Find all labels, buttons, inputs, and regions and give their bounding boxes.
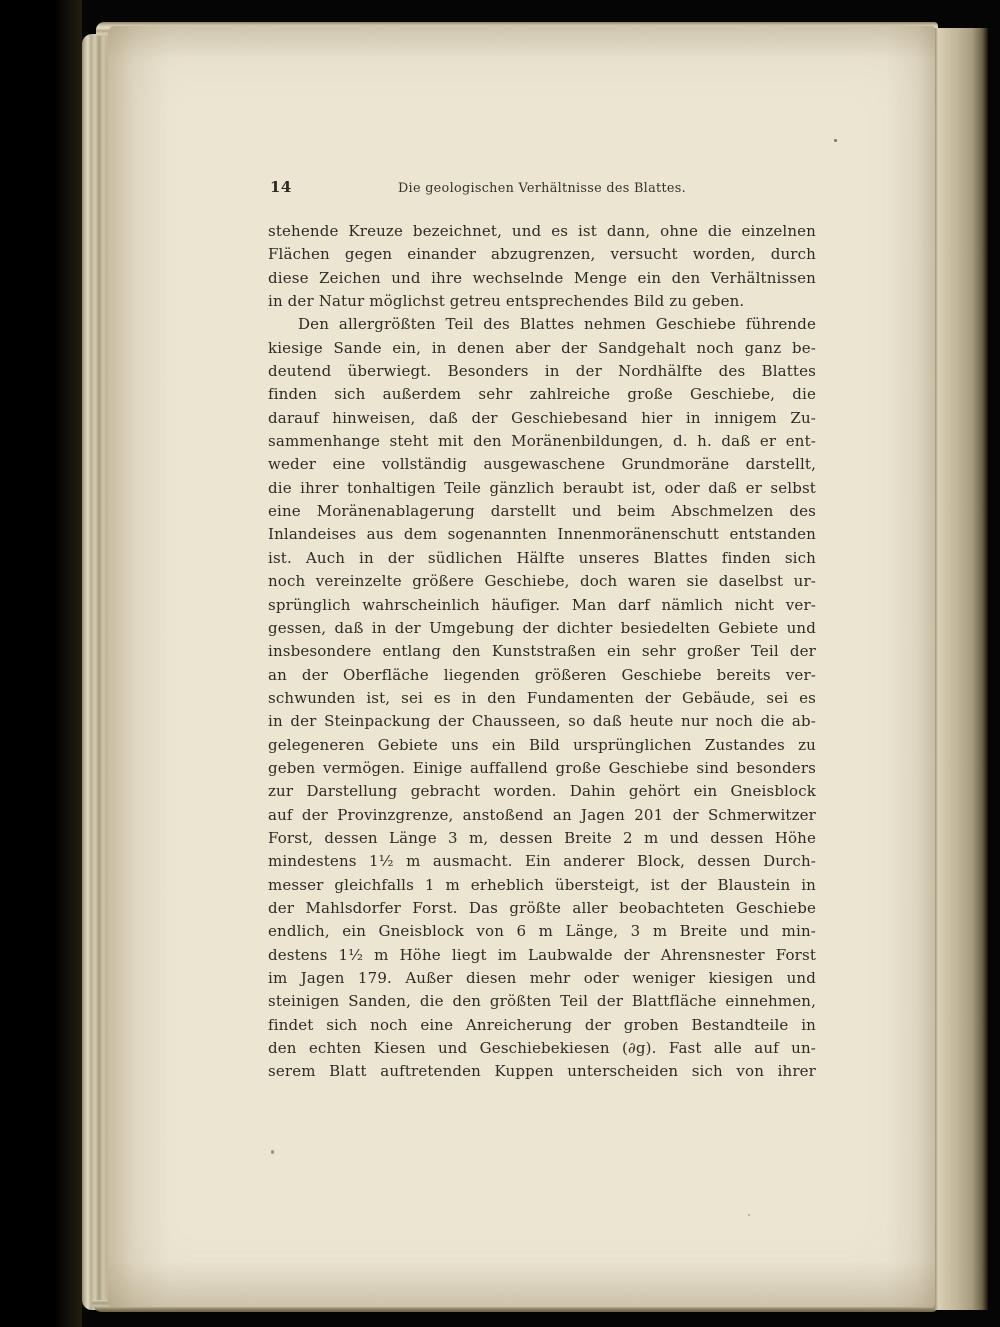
- text-line: schwunden ist, sei es in den Fundamenten der Gebäude, sei es: [268, 688, 816, 707]
- text-line: in der Steinpackung der Chausseen, so daß heute nur noch die ab-: [268, 712, 816, 731]
- text-line: messer gleichfalls 1 m erheblich übersteigt, ist der Blaustein in: [268, 875, 816, 894]
- page-fore-edge: [934, 28, 988, 1310]
- text-line: diese Zeichen und ihre wechselnde Menge ein den Verhältnissen: [268, 268, 816, 287]
- text-line: stehende Kreuze bezeichnet, und es ist dann, ohne die einzelnen: [268, 222, 816, 240]
- text-line: findet sich noch eine Anreicherung der groben Bestandteile in: [268, 1015, 816, 1034]
- body-text: [268, 220, 816, 1084]
- text-line: an der Oberfläche liegenden größeren Geschiebe bereits ver-: [268, 665, 816, 684]
- text-line: Den allergrößten Teil des Blattes nehmen Geschiebe führende: [298, 315, 816, 334]
- text-line: auf der Provinzgrenze, anstoßend an Jagen 201 der Schmerwitzer: [268, 805, 816, 824]
- text-line: ist. Auch in der südlichen Hälfte unseres Blattes finden sich: [268, 548, 816, 567]
- text-line: im Jagen 179. Außer diesen mehr oder weniger kiesigen und: [268, 969, 816, 987]
- text-line: gelegeneren Gebiete uns ein Bild ursprünglichen Zustandes zu: [268, 735, 816, 754]
- scan-speck: [834, 139, 837, 142]
- page-stack-left-edge: [82, 34, 110, 1310]
- text-line: den echten Kiesen und Geschiebekiesen (∂g). Fast alle auf un-: [268, 1039, 816, 1058]
- text-line: zur Darstellung gebracht worden. Dahin gehört ein Gneisblock: [268, 782, 816, 801]
- text-line: destens 1¹⁄₂ m Höhe liegt im Laubwalde der Ahrensnester Forst: [268, 945, 816, 964]
- text-line: geben vermögen. Einige auffallend große Geschiebe sind besonders: [268, 758, 816, 777]
- text-line: endlich, ein Gneisblock von 6 m Länge, 3 m Breite und min-: [268, 922, 816, 941]
- text-line: noch vereinzelte größere Geschiebe, doch waren sie daselbst ur-: [268, 572, 816, 591]
- text-line: weder eine vollständig ausgewaschene Grundmoräne darstellt,: [268, 455, 816, 474]
- scan-speck: [748, 1214, 750, 1216]
- text-line: die ihrer tonhaltigen Teile gänzlich beraubt ist, oder daß er selbst: [268, 478, 816, 497]
- text-line: kiesige Sande ein, in denen aber der Sandgehalt noch ganz be-: [268, 338, 816, 357]
- book-binding: [0, 0, 82, 1327]
- text-line: deutend überwiegt. Besonders in der Nordhälfte des Blattes: [268, 362, 816, 381]
- book-page: [108, 26, 935, 1307]
- text-line: in der Natur möglichst getreu entsprechendes Bild zu geben.: [268, 292, 745, 311]
- page-number: 14: [270, 178, 292, 196]
- page-header: [268, 178, 816, 200]
- text-line: sammenhange steht mit den Moränenbildungen, d. h. daß er ent-: [268, 432, 816, 451]
- text-line: darauf hinweisen, daß der Geschiebesand hier in innigem Zu-: [268, 408, 816, 427]
- text-line: sprünglich wahrscheinlich häufiger. Man darf nämlich nicht ver-: [268, 595, 816, 614]
- text-line: gessen, daß in der Umgebung der dichter besiedelten Gebiete und: [268, 618, 816, 637]
- text-line: Inlandeises aus dem sogenannten Innenmoränenschutt entstanden: [268, 525, 816, 544]
- text-line: Flächen gegen einander abzugrenzen, versucht worden, durch: [268, 245, 816, 264]
- text-line: mindestens 1¹⁄₂ m ausmacht. Ein anderer Block, dessen Durch-: [268, 852, 816, 871]
- running-header: Die geologischen Verhältnisse des Blattes.: [398, 181, 686, 196]
- text-line: Forst, dessen Länge 3 m, dessen Breite 2 m und dessen Höhe: [268, 828, 816, 847]
- text-line: der Mahlsdorfer Forst. Das größte aller beobachteten Geschiebe: [268, 898, 816, 917]
- text-line: serem Blatt auftretenden Kuppen unterscheiden sich von ihrer: [268, 1062, 816, 1081]
- scan-speck: [271, 1150, 274, 1154]
- text-line: insbesondere entlang den Kunststraßen ein sehr großer Teil der: [268, 642, 816, 661]
- text-line: eine Moränenablagerung darstellt und beim Abschmelzen des: [268, 502, 816, 521]
- text-line: finden sich außerdem sehr zahlreiche große Geschiebe, die: [268, 385, 816, 404]
- text-line: steinigen Sanden, die den größten Teil der Blattfläche einnehmen,: [268, 992, 816, 1011]
